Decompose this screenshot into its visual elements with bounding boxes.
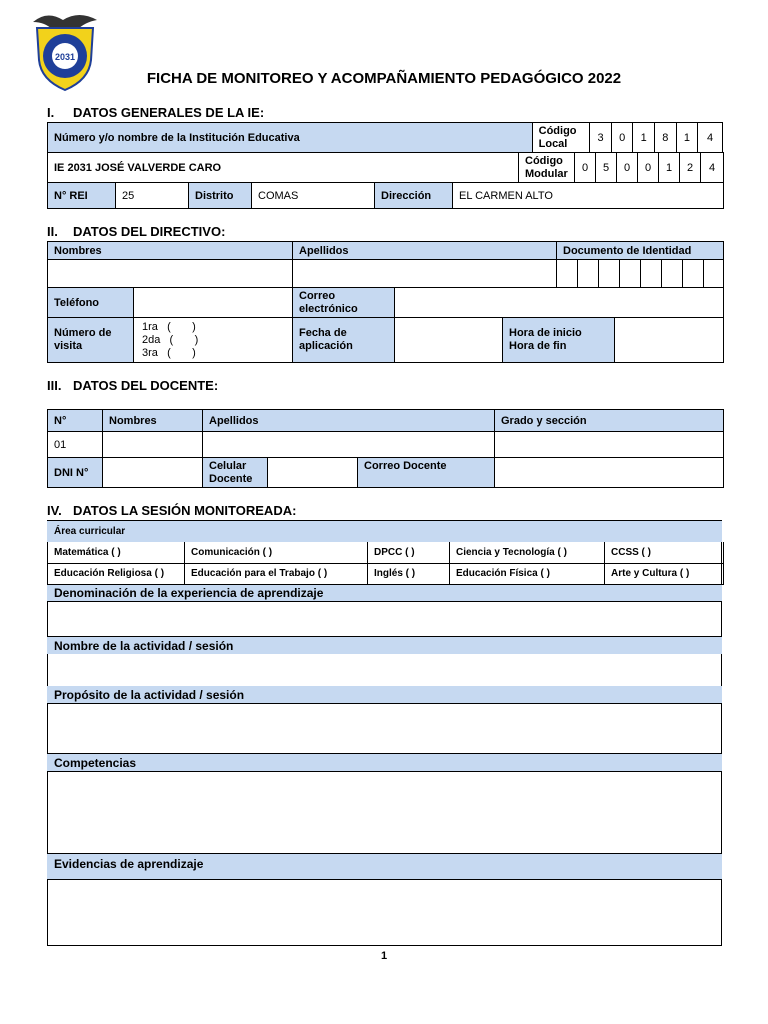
directivo-apellidos-label: Apellidos — [293, 242, 557, 260]
visit-option-3[interactable]: 3ra ( ) — [142, 346, 196, 359]
hora-labels — [503, 318, 615, 363]
codigo-local-label: Código Local — [532, 123, 590, 153]
area-comunicacion[interactable]: Comunicación ( ) — [185, 542, 368, 563]
correo-label: Correo electrónico — [293, 288, 395, 318]
codigo-local-digit: 1 — [633, 123, 655, 153]
codigo-local-digit: 4 — [698, 123, 723, 153]
celular-field[interactable] — [268, 458, 358, 488]
section-2-heading: II. DATOS DEL DIRECTIVO: — [47, 224, 226, 239]
directivo-table-top — [47, 241, 724, 288]
docente-apellidos-field[interactable] — [203, 432, 495, 458]
area-arte-cultura[interactable]: Arte y Cultura ( ) — [605, 563, 724, 584]
competencias-field[interactable] — [48, 773, 721, 853]
area-matematica[interactable]: Matemática ( ) — [48, 542, 185, 563]
visit-options — [134, 318, 293, 363]
directivo-table-contact — [47, 287, 724, 318]
docente-nombres-label: Nombres — [103, 410, 203, 432]
distrito-label: Distrito — [189, 183, 252, 209]
directivo-table-visit — [47, 317, 724, 363]
section-1-heading: I. DATOS GENERALES DE LA IE: — [47, 105, 265, 120]
denominacion-label: Denominación de la experiencia de aprendizaje — [47, 585, 722, 602]
documento-digit-box[interactable] — [683, 260, 704, 288]
telefono-label: Teléfono — [48, 288, 134, 318]
denominacion-field[interactable] — [48, 603, 721, 636]
codigo-modular-label: Código Modular — [519, 153, 575, 183]
grado-seccion-label: Grado y sección — [495, 410, 724, 432]
area-curricular-label: Área curricular — [47, 521, 722, 542]
proposito-field[interactable] — [48, 705, 721, 753]
rei-value: 25 — [116, 183, 189, 209]
docente-row-number: 01 — [48, 432, 103, 458]
general-data-table-row3 — [47, 182, 724, 209]
competencias-label: Competencias — [47, 753, 722, 772]
general-data-table — [47, 122, 723, 153]
celular-label: Celular Docente — [203, 458, 268, 488]
hora-inicio-label: Hora de inicio — [509, 327, 582, 339]
documento-digit-box[interactable] — [578, 260, 599, 288]
correo-field[interactable] — [395, 288, 724, 318]
general-data-table-row2 — [47, 152, 724, 183]
area-ccss[interactable]: CCSS ( ) — [605, 542, 724, 563]
evidencias-field[interactable] — [48, 881, 721, 945]
documento-digit-box[interactable] — [599, 260, 620, 288]
codigo-modular-digit: 1 — [659, 153, 680, 183]
direccion-value: EL CARMEN ALTO — [453, 183, 724, 209]
documento-digit-box[interactable] — [704, 260, 724, 288]
codigo-modular-digit: 2 — [680, 153, 701, 183]
page-number: 1 — [380, 950, 388, 962]
area-trabajo[interactable]: Educación para el Trabajo ( ) — [185, 563, 368, 584]
documento-digit-box[interactable] — [557, 260, 578, 288]
codigo-local-digit: 0 — [611, 123, 633, 153]
hora-field[interactable] — [615, 318, 724, 363]
codigo-modular-digit: 4 — [701, 153, 724, 183]
ie-name-value: IE 2031 JOSÉ VALVERDE CARO — [48, 153, 519, 183]
docente-table-top — [47, 409, 724, 458]
area-ingles[interactable]: Inglés ( ) — [368, 563, 450, 584]
codigo-local-digit: 3 — [590, 123, 612, 153]
evidencias-label: Evidencias de aprendizaje — [47, 853, 722, 880]
correo-docente-label: Correo Docente — [358, 458, 495, 488]
directivo-nombres-field[interactable] — [48, 260, 293, 288]
actividad-field[interactable] — [48, 655, 721, 685]
area-educacion-fisica[interactable]: Educación Física ( ) — [450, 563, 605, 584]
docente-table-bottom — [47, 457, 724, 488]
documento-digit-box[interactable] — [620, 260, 641, 288]
numero-visita-label: Número de visita — [48, 318, 134, 363]
codigo-modular-digit: 0 — [638, 153, 659, 183]
documento-digit-box[interactable] — [641, 260, 662, 288]
proposito-label: Propósito de la actividad / sesión — [47, 686, 722, 704]
docente-n-label: N° — [48, 410, 103, 432]
visit-option-2[interactable]: 2da ( ) — [142, 333, 199, 346]
hora-fin-label: Hora de fin — [509, 340, 567, 352]
fecha-aplicacion-label: Fecha de aplicación — [293, 318, 395, 363]
documento-identidad-label: Documento de Identidad — [557, 242, 724, 260]
visit-option-1[interactable]: 1ra ( ) — [142, 320, 196, 333]
area-dpcc[interactable]: DPCC ( ) — [368, 542, 450, 563]
dni-label: DNI N° — [48, 458, 103, 488]
correo-docente-field[interactable] — [495, 458, 724, 488]
areas-table — [47, 542, 724, 585]
area-ciencia-tecnologia[interactable]: Ciencia y Tecnología ( ) — [450, 542, 605, 563]
directivo-apellidos-field[interactable] — [293, 260, 557, 288]
grado-seccion-field[interactable] — [495, 432, 724, 458]
directivo-nombres-label: Nombres — [48, 242, 293, 260]
codigo-modular-digit: 0 — [575, 153, 596, 183]
area-religiosa[interactable]: Educación Religiosa ( ) — [48, 563, 185, 584]
documento-digit-box[interactable] — [662, 260, 683, 288]
docente-nombres-field[interactable] — [103, 432, 203, 458]
codigo-modular-digit: 0 — [617, 153, 638, 183]
distrito-value: COMAS — [252, 183, 375, 209]
docente-apellidos-label: Apellidos — [203, 410, 495, 432]
dni-field[interactable] — [103, 458, 203, 488]
codigo-local-digit: 1 — [676, 123, 698, 153]
direccion-label: Dirección — [375, 183, 453, 209]
codigo-modular-digit: 5 — [596, 153, 617, 183]
logo-number: 2031 — [54, 52, 76, 62]
section-3-heading: III. DATOS DEL DOCENTE: — [47, 378, 219, 393]
ie-name-label: Número y/o nombre de la Institución Educativa — [48, 123, 533, 153]
telefono-field[interactable] — [134, 288, 293, 318]
page-title: FICHA DE MONITOREO Y ACOMPAÑAMIENTO PEDAGÓGICO 2022 — [146, 70, 622, 87]
fecha-aplicacion-field[interactable] — [395, 318, 503, 363]
section-4-heading: IV. DATOS LA SESIÓN MONITOREADA: — [47, 503, 297, 518]
codigo-local-digit: 8 — [655, 123, 677, 153]
actividad-label: Nombre de la actividad / sesión — [47, 636, 722, 654]
rei-label: N° REI — [48, 183, 116, 209]
